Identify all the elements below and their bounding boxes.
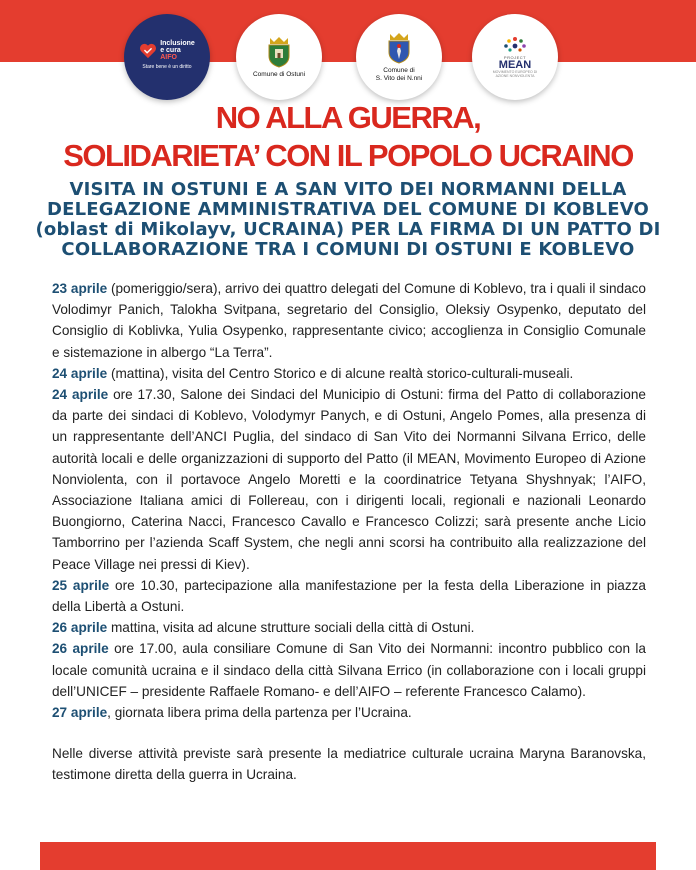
mean-name: MEAN bbox=[498, 59, 532, 72]
program-text: , giornata libera prima della partenza per l’Ucraina. bbox=[107, 705, 412, 721]
program-date: 24 aprile bbox=[52, 387, 109, 403]
mean-project-label: PROJECT bbox=[503, 55, 527, 61]
closing-paragraph: Nelle diverse attività previste sarà presente la mediatrice culturale ucraina Maryna Baranovska, testimone diretta della guerra in Ucraina. bbox=[52, 746, 646, 783]
ostuni-crest-icon bbox=[266, 36, 292, 68]
program-text: ore 17.00, aula consiliare Comune di San Vito dei Normanni: incontro pubblico con la locale comunità ucraina e il sindaco della città Silvana Errico (in collaborazione con i locali gruppi dell’UNICEF – presidente Raffaele Romano- e dell’AIFO – referente Francesco Calamo). bbox=[52, 641, 646, 699]
svito-caption-1: Comune di bbox=[383, 67, 415, 75]
headline-line-1: NO ALLA GUERRA, bbox=[215, 100, 481, 135]
aifo-line-1: Inclusione bbox=[160, 40, 195, 47]
program-item bbox=[52, 575, 646, 617]
program-item bbox=[52, 363, 646, 384]
mean-dots-icon bbox=[501, 35, 529, 55]
program-text: (pomeriggio/sera), arrivo dei quattro delegati del Comune di Koblevo, tra i quali il sindaco Volodimyr Panich, Talokha Svitpana, segretario del Consiglio, Oleksiy Osypenko, deputato del Consiglio di Koblivka, Yulia Osypenko, rappresentante civico; accoglienza in Consiglio Comunale e sistemazione in albergo “La Terra”. bbox=[52, 281, 646, 360]
mean-subtitle: MOVIMENTO EUROPEO DI AZIONE NONVIOLENTA bbox=[492, 70, 538, 78]
subtitle-line-3: (oblast di Mikolayv, UCRAINA) PER LA FIRMA DI UN PATTO DI bbox=[35, 219, 661, 240]
program-text: ore 10.30, partecipazione alla manifestazione per la festa della Liberazione in piazza della Libertà a Ostuni. bbox=[52, 577, 646, 615]
program-date: 24 aprile bbox=[52, 365, 108, 381]
program-item bbox=[52, 278, 646, 363]
program-body bbox=[52, 278, 646, 786]
program-item bbox=[52, 702, 646, 723]
aifo-line-3: AIFO bbox=[160, 54, 177, 61]
subtitle-block bbox=[30, 180, 666, 260]
program-text: mattina, visita ad alcune strutture sociali della città di Ostuni. bbox=[107, 620, 475, 636]
svito-caption-2: S. Vito dei N.nni bbox=[375, 74, 423, 82]
program-item bbox=[52, 638, 646, 702]
program-date: 25 aprile bbox=[52, 577, 110, 593]
ostuni-caption: Comune di Ostuni bbox=[252, 70, 306, 78]
headline-line-2: SOLIDARIETA’ CON IL POPOLO UCRAINO bbox=[63, 138, 633, 173]
mean-logo bbox=[472, 14, 558, 100]
program-date: 27 aprile bbox=[52, 705, 108, 721]
bottom-red-band bbox=[40, 842, 656, 870]
ostuni-logo bbox=[236, 14, 322, 100]
subtitle-line-1: VISITA IN OSTUNI E A SAN VITO DEI NORMANNI DELLA bbox=[69, 179, 627, 200]
heart-icon bbox=[139, 43, 157, 59]
program-text: ore 17.30, Salone dei Sindaci del Municipio di Ostuni: firma del Patto di collaborazione da parte dei sindaci di Koblevo, Volodymyr Panych, e di Ostuni, Angelo Pomes, alla presenza di un rappresentante dell’ANCI Puglia, del sindaco di San Vito dei Normanni Silvana Errico, delle autorità locali e delle organizzazioni di supporto del Patto (il MEAN, Movimento Europeo di Azione Nonviolenta, con il portavoce Angelo Moretti e la coordinatrice Tetyana Shyshnyak; l’AIFO, Associazione Italiana amici di Follereau, con i dirigenti locali, regionali e nazionali Leonardo Buongiorno, Caterina Nacci, Francesco Cavallo e Francesco Colizzi; sarà presente anche Licio Tamborrino per l’azienda Scaff System, che negli anni scorsi ha contribuito alla realizzazione del Peace Village nei pressi di Kiev). bbox=[52, 387, 646, 572]
subtitle-line-4: COLLABORAZIONE TRA I COMUNI DI OSTUNI E KOBLEVO bbox=[61, 239, 635, 260]
svito-logo bbox=[356, 14, 442, 100]
aifo-tagline: Stare bene è un diritto bbox=[142, 64, 192, 70]
program-text: (mattina), visita del Centro Storico e di alcune realtà storico-culturali-museali. bbox=[107, 365, 574, 381]
aifo-line-2: e cura bbox=[160, 47, 181, 54]
program-date: 26 aprile bbox=[52, 620, 108, 636]
top-red-band bbox=[0, 0, 696, 62]
svito-crest-icon bbox=[386, 32, 412, 64]
program-item bbox=[52, 617, 646, 638]
program-date: 23 aprile bbox=[52, 281, 108, 296]
aifo-logo bbox=[124, 14, 210, 100]
program-item bbox=[52, 384, 646, 575]
subtitle-line-2: DELEGAZIONE AMMINISTRATIVA DEL COMUNE DI KOBLEVO bbox=[46, 199, 650, 220]
program-date: 26 aprile bbox=[52, 641, 109, 657]
